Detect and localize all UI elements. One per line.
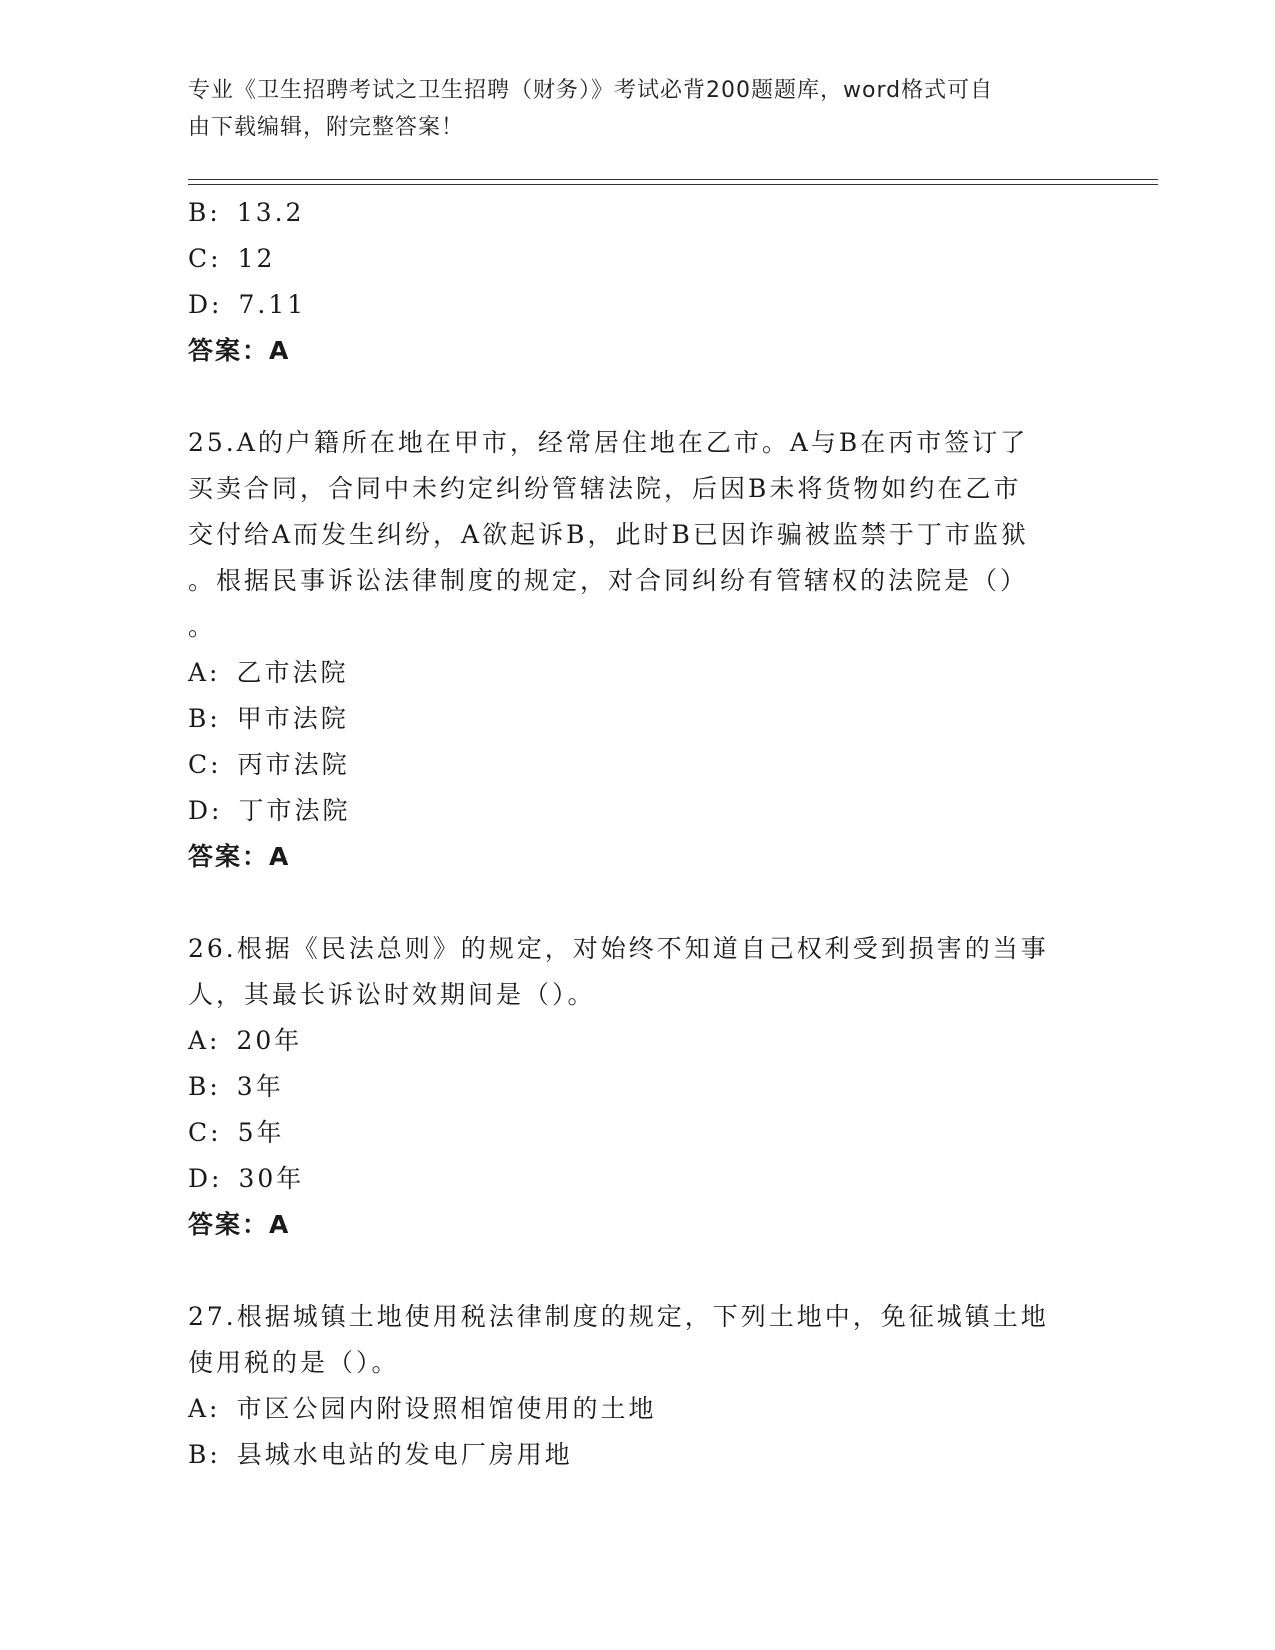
question-text-line: 27.根据城镇土地使用税法律制度的规定，下列土地中，免征城镇土地 <box>188 1302 1049 1331</box>
header-rule-bottom <box>188 184 1158 185</box>
question-27 <box>188 1294 1088 1478</box>
option-c: C: 5年 <box>188 1118 285 1147</box>
question-25 <box>188 420 1088 880</box>
spacer <box>188 374 1088 420</box>
question-26 <box>188 926 1088 1248</box>
answer-label: 答案：A <box>188 842 291 871</box>
spacer <box>188 1248 1088 1294</box>
question-text-line: 25.A的户籍所在地在甲市，经常居住地在乙市。A与B在丙市签订了 <box>188 428 1029 457</box>
question-text-line: 26.根据《民法总则》的规定，对始终不知道自己权利受到损害的当事 <box>188 934 1049 963</box>
question-text-line: 人，其最长诉讼时效期间是（）。 <box>188 980 596 1009</box>
option-a: A: 乙市法院 <box>188 658 349 687</box>
question-text-line: 交付给A而发生纠纷，A欲起诉B，此时B已因诈骗被监禁于丁市监狱 <box>188 520 1029 549</box>
option-b: B: 甲市法院 <box>188 704 349 733</box>
option-c: C: 丙市法院 <box>188 750 350 779</box>
question-24-tail <box>188 190 1088 374</box>
question-text-line: 。根据民事诉讼法律制度的规定，对合同纠纷有管辖权的法院是（） <box>188 566 1029 595</box>
option-a: A: 20年 <box>188 1026 303 1055</box>
document-body <box>188 190 1088 1478</box>
option-d: D: 丁市法院 <box>188 796 351 825</box>
answer-label: 答案：A <box>188 336 291 365</box>
header-line-1: 专业《卫生招聘考试之卫生招聘（财务）》考试必背200题题库，word格式可自 <box>188 78 994 103</box>
document-header <box>188 72 1088 146</box>
option-c: C: 12 <box>188 244 276 273</box>
option-d: D: 7.11 <box>188 290 307 319</box>
option-b: B: 13.2 <box>188 198 305 227</box>
question-text-line: 买卖合同，合同中未约定纠纷管辖法院，后因B未将货物如约在乙市 <box>188 474 1022 503</box>
option-b: B: 县城水电站的发电厂房用地 <box>188 1440 573 1469</box>
spacer <box>188 880 1088 926</box>
option-a: A: 市区公园内附设照相馆使用的土地 <box>188 1394 657 1423</box>
answer-label: 答案：A <box>188 1210 291 1239</box>
header-rule-top <box>188 179 1158 180</box>
question-text-line: 使用税的是（）。 <box>188 1348 400 1377</box>
option-d: D: 30年 <box>188 1164 305 1193</box>
question-text-line: 。 <box>188 612 217 641</box>
option-b: B: 3年 <box>188 1072 284 1101</box>
header-line-2: 由下载编辑，附完整答案！ <box>188 115 465 140</box>
